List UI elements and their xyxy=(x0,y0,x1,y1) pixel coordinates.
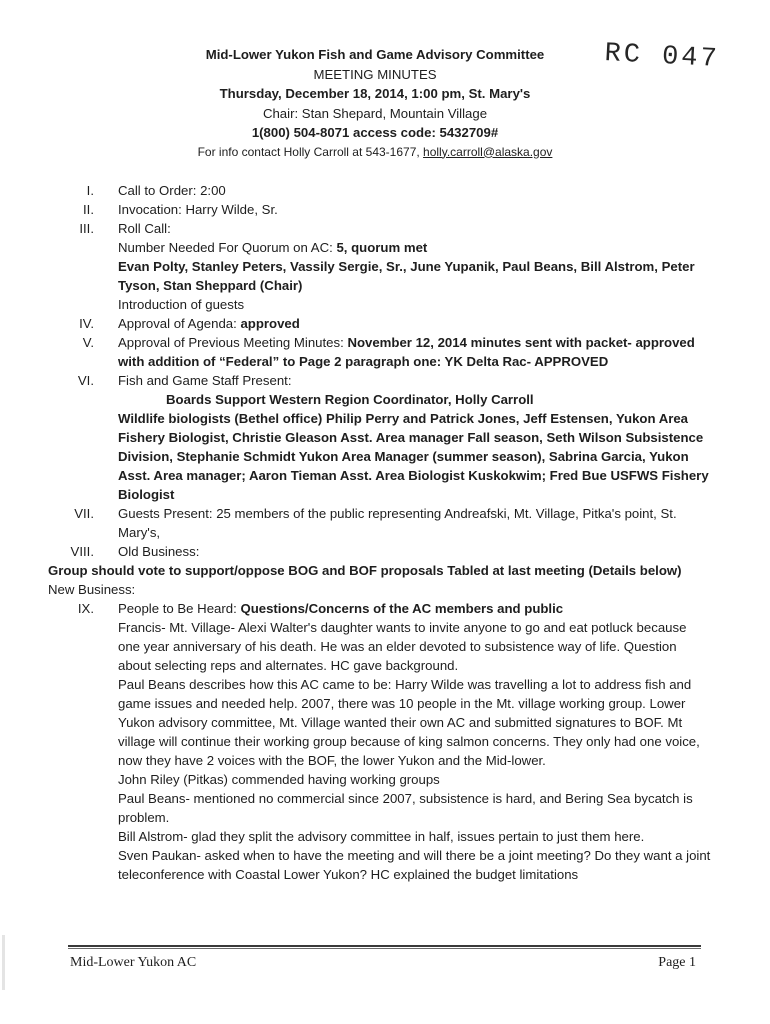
comment-paragraph: Bill Alstrom- glad they split the advisory committee in half, issues pertain to just them here. xyxy=(118,829,645,844)
record-copy-stamp: RC 047 xyxy=(603,39,721,75)
agenda-item-call-to-order xyxy=(52,181,712,200)
scan-edge-mark xyxy=(2,935,5,990)
item-text: Invocation: Harry Wilde, Sr. xyxy=(118,202,278,217)
item-text: Old Business: xyxy=(118,544,200,559)
agenda-item-people-to-be-heard xyxy=(52,599,712,884)
agenda-item-old-business xyxy=(52,542,712,561)
footer-divider-thin xyxy=(68,948,701,949)
footer-page-number: Page 1 xyxy=(658,955,696,970)
item-label: Approval of Agenda: xyxy=(118,316,241,331)
item-value: approved xyxy=(240,316,300,331)
committee-title: Mid-Lower Yukon Fish and Game Advisory Committee xyxy=(205,47,545,62)
item-text: Call to Order: 2:00 xyxy=(118,183,226,198)
agenda-item-invocation xyxy=(52,200,712,219)
item-text: Fish and Game Staff Present: xyxy=(118,373,292,388)
quorum-label: Number Needed For Quorum on AC: xyxy=(118,240,337,255)
item-text: Guests Present: 25 members of the public representing Andreafski, Mt. Village, Pitka's point, St. Mary's, xyxy=(118,506,677,540)
comment-paragraph: John Riley (Pitkas) commended having working groups xyxy=(118,772,440,787)
phone-line: 1(800) 504-8071 access code: 5432709# xyxy=(251,125,499,140)
item-number: VIII. xyxy=(70,544,94,559)
item-label: Approval of Previous Meeting Minutes: xyxy=(118,335,348,350)
item-number: III. xyxy=(79,221,94,236)
staff-list: Wildlife biologists (Bethel office) Philip Perry and Patrick Jones, Jeff Estensen, Yukon Area Fishery Biologist, Christie Gleason Asst. Area manager Fall season, Seth Wilson Subsistence Division, Stephanie Schmidt Yukon Area Manager (summer season), Sabrina Garcia, Yukon Asst. Area manager; Aaron Tieman Asst. Area Biologist Kuskokwim; Fred Bue USFWS Fishery Biologist xyxy=(118,411,709,502)
agenda-item-staff-present xyxy=(52,371,712,504)
agenda-item-guests-present xyxy=(52,504,712,542)
item-number: VII. xyxy=(74,506,94,521)
agenda-item-approval-of-agenda xyxy=(52,314,712,333)
new-business-heading: New Business: xyxy=(48,582,136,597)
chair-line: Chair: Stan Shepard, Mountain Village xyxy=(262,105,488,121)
guests-intro: Introduction of guests xyxy=(118,297,245,312)
contact-email-link[interactable]: holly.carroll@alaska.gov xyxy=(423,144,553,159)
comment-paragraph: Sven Paukan- asked when to have the meeting and will there be a joint meeting? Do they want a joint teleconference with Coastal Lower Yukon? HC explained the budget limitations xyxy=(118,848,711,882)
members-present: Evan Polty, Stanley Peters, Vassily Sergie, Sr., June Yupanik, Paul Beans, Bill Alstrom, Peter Tyson, Stan Sheppard (Chair) xyxy=(118,259,695,293)
item-label: People to Be Heard: xyxy=(118,601,241,616)
item-heading xyxy=(118,599,712,618)
quorum-value: 5, quorum met xyxy=(336,240,428,255)
item-number: V. xyxy=(82,335,94,350)
comment-paragraph: Paul Beans- mentioned no commercial since 2007, subsistence is hard, and Bering Sea bycatch is problem. xyxy=(118,791,693,825)
item-number: I. xyxy=(86,183,94,198)
item-value: November 12, 2014 minutes sent with packet- approved with addition of “Federal” to Page 2 paragraph one: YK Delta Rac- APPROVED xyxy=(118,335,695,369)
footer-committee-name: Mid-Lower Yukon AC xyxy=(70,955,197,970)
quorum-line xyxy=(118,238,712,257)
document-header xyxy=(140,45,610,162)
item-number: IX. xyxy=(77,601,94,616)
comment-paragraph: Paul Beans describes how this AC came to be: Harry Wilde was travelling a lot to address fish and game issues and needed help. 2007, there was 10 people in the Mt. village working group. Lower Yukon advisory committee, Mt. Village wanted their own AC and submitted signatures to BOF. Mt village will continue their working group because of king salmon concerns. They only had one voice, now they have 2 voices with the BOF, the lower Yukon and the Mid-lower. xyxy=(118,677,700,768)
footer-divider xyxy=(68,945,701,947)
agenda-item-previous-minutes xyxy=(52,333,712,371)
item-number: IV. xyxy=(79,316,94,331)
item-value: Questions/Concerns of the AC members and public xyxy=(240,601,564,616)
meeting-date-line: Thursday, December 18, 2014, 1:00 pm, St. Mary's xyxy=(219,86,531,101)
contact-line xyxy=(140,143,610,163)
boards-support-line: Boards Support Western Region Coordinator, Holly Carroll xyxy=(166,392,534,407)
minutes-body xyxy=(48,181,712,884)
item-number: II. xyxy=(83,202,94,217)
item-text: Roll Call: xyxy=(118,221,171,236)
old-business-note: Group should vote to support/oppose BOG and BOF proposals Tabled at last meeting (Details below) xyxy=(48,563,682,578)
item-number: VI. xyxy=(77,373,94,388)
comment-paragraph: Francis- Mt. Village- Alexi Walter's daughter wants to invite anyone to go and eat potluck because one year anniversary of his death. He was an elder devoted to subsistence way of life. Question about selecting reps and alternates. HC gave background. xyxy=(118,620,687,673)
document-type: MEETING MINUTES xyxy=(313,66,437,82)
agenda-item-roll-call xyxy=(52,219,712,314)
contact-prefix: For info contact Holly Carroll at 543-1677, xyxy=(197,144,424,159)
